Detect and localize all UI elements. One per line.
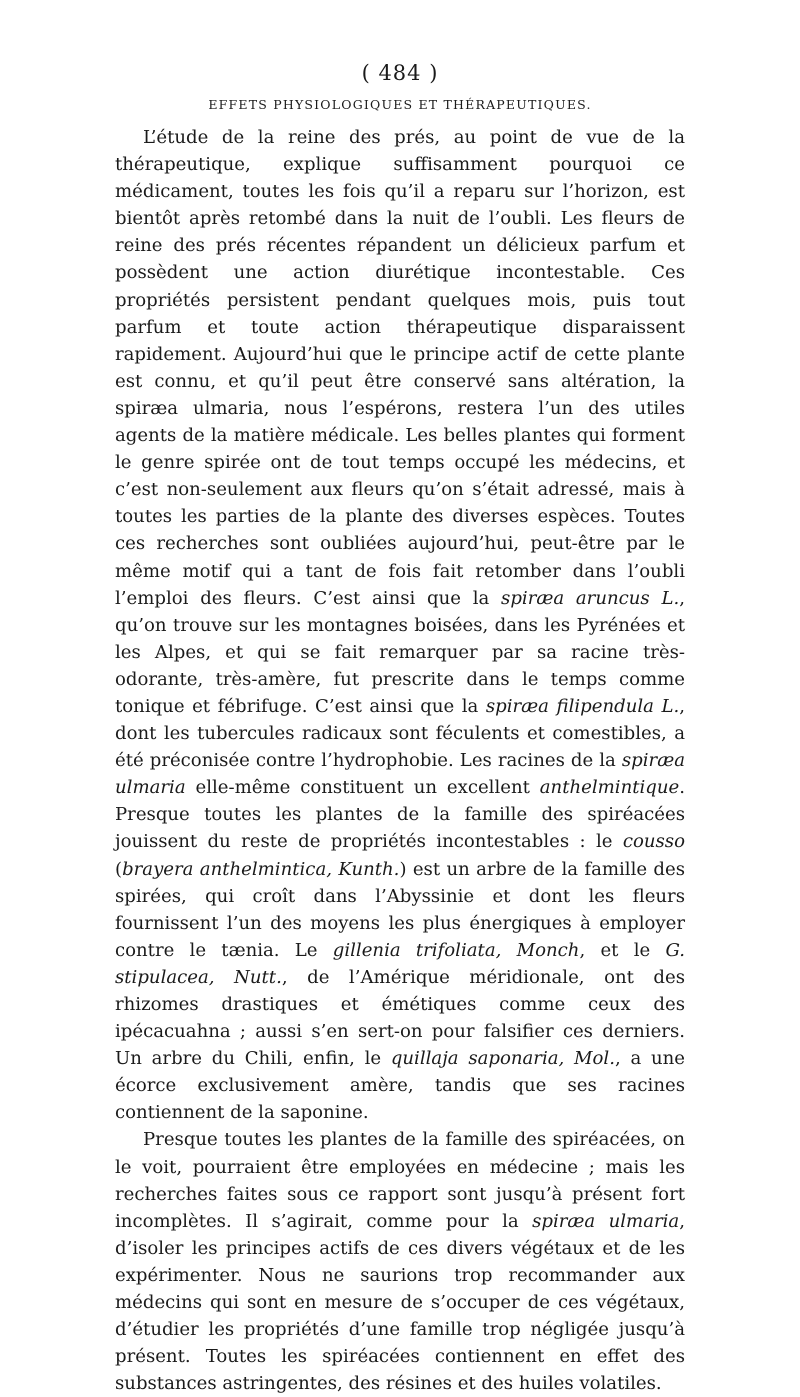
text-run: , a une écorce exclusivement amère, tandis que ses racines contiennent de la saponine. <box>115 1048 685 1124</box>
italic-run: spiræa aruncus L. <box>501 587 680 609</box>
text-run: . Presque toutes les plantes de la famille des spiréacées jouissent du reste de propriétés incontestables : le <box>115 777 685 853</box>
italic-run: gillenia trifoliata, Monch <box>332 939 580 961</box>
italic-run: brayera anthelmintica, Kunth. <box>122 858 400 880</box>
italic-run: quillaja saponaria, Mol. <box>390 1048 615 1070</box>
page-number: ( 484 ) <box>361 61 439 85</box>
italic-run: G. stipulacea, Nutt. <box>115 939 685 988</box>
italic-run: spiræa filipendula L. <box>485 695 680 717</box>
text-run: ( <box>115 858 123 880</box>
italic-run: anthelmintique <box>539 777 680 799</box>
text-run: , de l’Amérique méridionale, ont des rhizomes drastiques et émétiques comme ceux des ipécacuahna ; aussi s’en sert-on pour falsifier ces derniers. Un arbre du Chili, enfin, le <box>115 966 685 1070</box>
running-head: EFFETS PHYSIOLOGIQUES ET THÉRAPEUTIQUES. <box>208 97 592 112</box>
text-run: elle-même constituent un excellent <box>185 777 540 799</box>
text-run: Presque toutes les plantes de la famille des spiréacées, on le voit, pourraient être employées en médecine ; mais les recherches faites sous ce rapport sont jusqu’à présent fort incomplètes. Il s’agirait, comme pour la <box>115 1129 685 1232</box>
paragraph <box>115 124 685 1126</box>
text-run: ) est un arbre de la famille des spirées, qui croît dans l’Abyssinie et dont les fleurs fournissent l’un des moyens les plus énergiques à employer contre le tænia. Le <box>115 858 685 961</box>
text-run: L’étude de la reine des prés, au point de vue de la thérapeutique, explique suffisamment pourquoi ce médicament, toutes les fois qu’il a reparu sur l’horizon, est bientôt après retombé dans la nuit de l’oubli. Les fleurs de reine des prés récentes répandent un délicieux parfum et possèdent une action diurétique incontestable. Ces propriétés persistent pendant quelques mois, puis tout parfum et toute action thérapeutique disparaissent rapidement. Aujourd’hui que le principe actif de cette plante est connu, et qu’il peut être conservé sans altération, la spiræa ulmaria, nous l’espérons, restera l’un des utiles agents de la matière médicale. Les belles plantes qui forment le genre spirée ont de tout temps occupé les médecins, et c’est non-seulement aux fleurs qu’on s’était adressé, mais à toutes les parties de la plante des diverses espèces. Toutes ces recherches sont oubliées aujourd’hui, peut-être par le même motif qui a tant de fois fait retomber dans l’oubli l’emploi des fleurs. C’est ainsi que la <box>115 127 685 609</box>
italic-run: spiræa ulmaria <box>532 1210 680 1232</box>
italic-run: cousso <box>622 831 685 853</box>
text-run: , qu’on trouve sur les montagnes boisées, dans les Pyrénées et les Alpes, et qui se fait remarquer par sa racine très-odorante, très-amère, fut prescrite dans le temps comme tonique et fébrifuge. C’est ainsi que la <box>115 587 685 717</box>
text-run: , d’isoler les principes actifs de ces divers végétaux et de les expérimenter. Nous ne saurions trop recommander aux médecins qui sont en mesure de s’occuper de ces végétaux, d’étudier les propriétés d’une famille trop négligée jusqu’à présent. Toutes les spiréacées contiennent en effet des substances astringentes, des résines et des huiles volatiles. <box>115 1210 685 1395</box>
text-run: , et le <box>579 939 666 961</box>
text-body <box>115 124 685 1397</box>
text-run: , dont les tubercules radicaux sont féculents et comestibles, a été préconisée contre l’hydrophobie. Les racines de la <box>115 695 686 772</box>
book-page <box>115 58 685 1397</box>
italic-run: spiræa ulmaria <box>115 750 685 799</box>
